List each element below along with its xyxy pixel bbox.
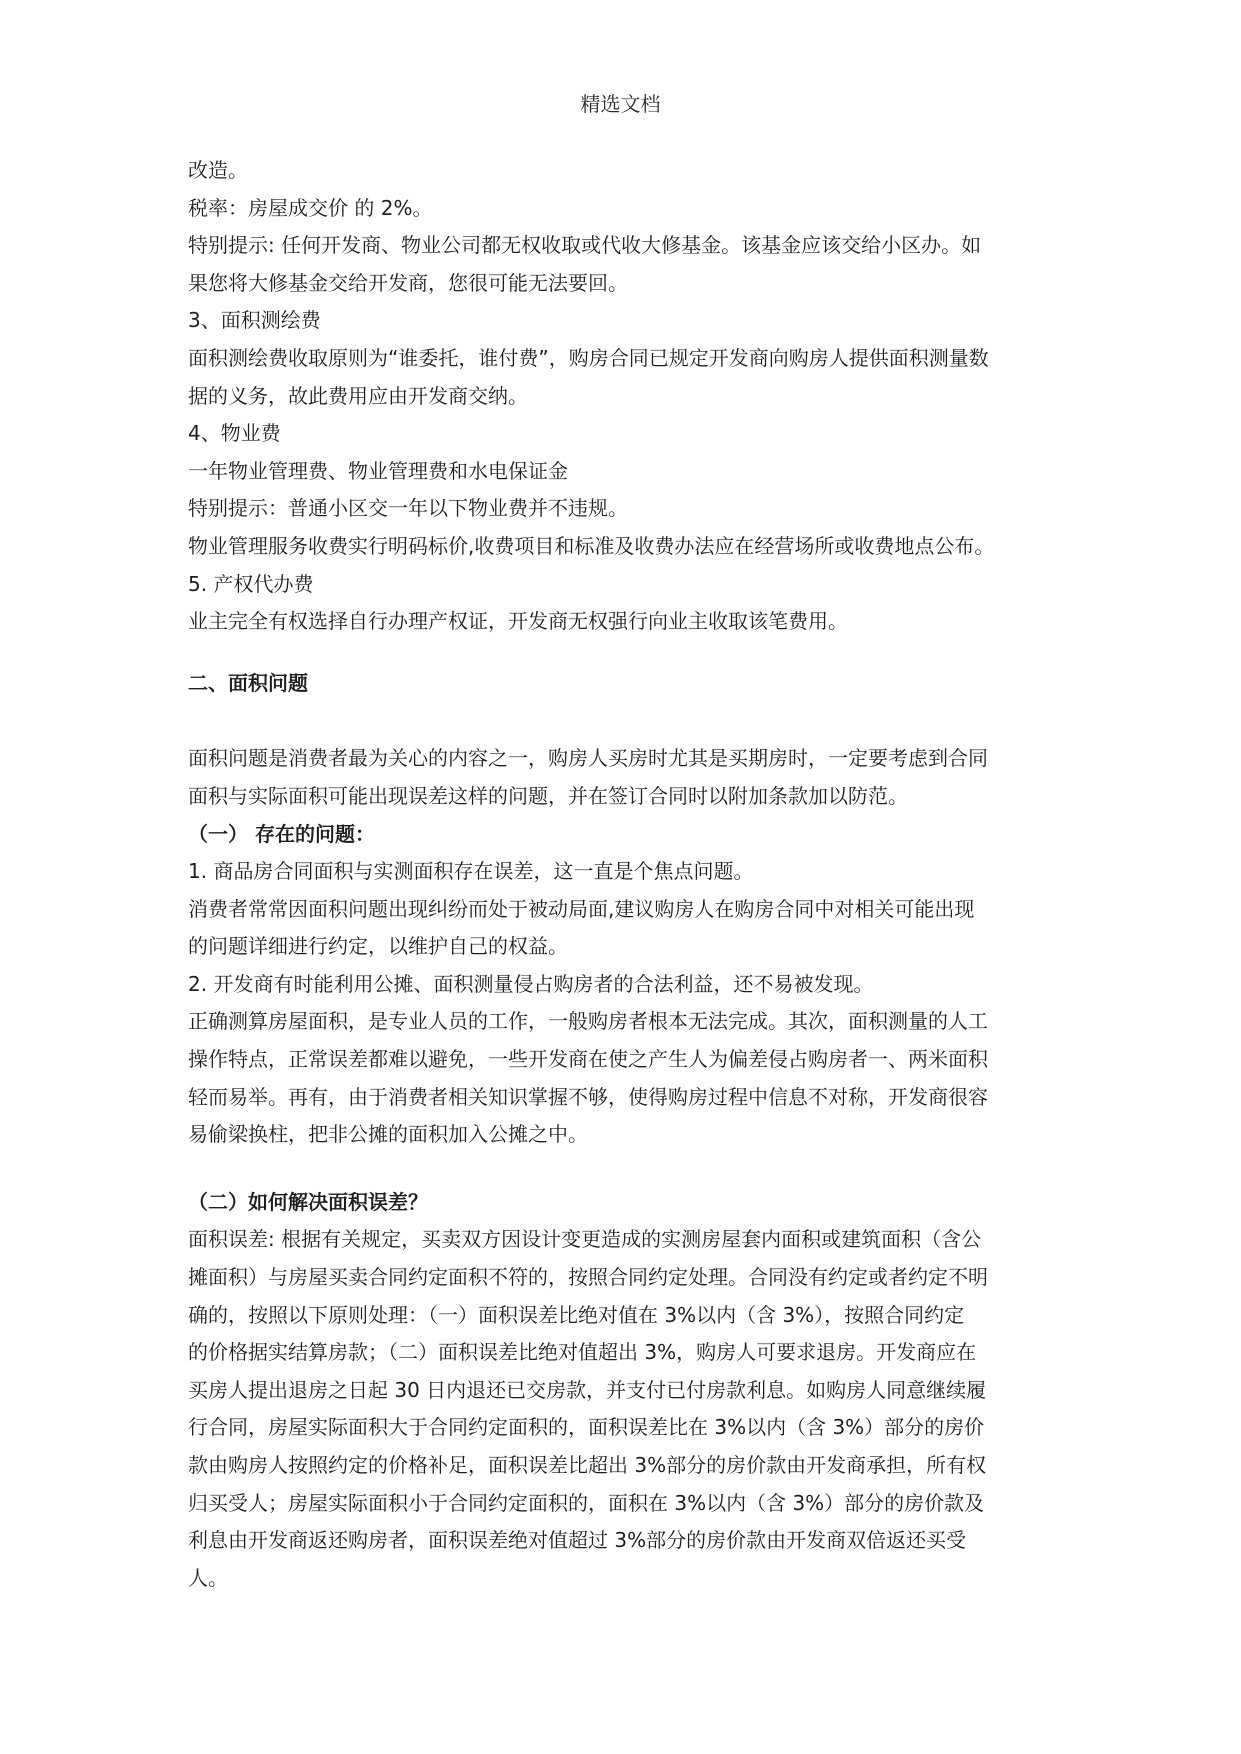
paragraph-line: 特别提示：普通小区交一年以下物业费并不违规。	[188, 496, 628, 521]
paragraph-line: 易偷梁换柱，把非公摊的面积加入公摊之中。	[188, 1122, 588, 1147]
paragraph-line: 据的义务，故此费用应由开发商交纳。	[188, 383, 528, 408]
paragraph-line: 确的，按照以下原则处理：（一）面积误差比绝对值在 3%以内（含 3%），按照合同约定	[188, 1302, 965, 1327]
paragraph-line: 轻而易举。再有，由于消费者相关知识掌握不够，使得购房过程中信息不对称，开发商很容	[188, 1084, 988, 1109]
paragraph-line: 面积问题是消费者最为关心的内容之一，购房人买房时尤其是买期房时，一定要考虑到合同	[188, 746, 988, 771]
subsection-heading: （二）如何解决面积误差？	[188, 1189, 428, 1214]
paragraph-line: 果您将大修基金交给开发商，您很可能无法要回。	[188, 270, 628, 295]
paragraph-line: 行合同，房屋实际面积大于合同约定面积的，面积误差比在 3%以内（含 3%）部分的房价	[188, 1415, 985, 1440]
item-heading: 4、物业费	[188, 421, 281, 446]
paragraph-line: 摊面积）与房屋买卖合同约定面积不符的，按照合同约定处理。合同没有约定或者约定不明	[188, 1265, 988, 1290]
paragraph-line: 面积与实际面积可能出现误差这样的问题，并在签订合同时以附加条款加以防范。	[188, 783, 908, 808]
paragraph-line: 物业管理服务收费实行明码标价,收费项目和标准及收费办法应在经营场所或收费地点公布。	[188, 533, 995, 558]
subsection-existing-problems	[188, 853, 1068, 1154]
paragraph-line: 特别提示: 任何开发商、物业公司都无权收取或代收大修基金。该基金应该交给小区办。如	[188, 233, 982, 258]
paragraph-line: 2. 开发商有时能利用公摊、面积测量侵占购房者的合法利益，还不易被发现。	[188, 971, 874, 996]
paragraph-line: 操作特点，正常误差都难以避免，一些开发商在使之产生人为偏差侵占购房者一、两米面积	[188, 1047, 988, 1072]
paragraph-line: 利息由开发商返还购房者，面积误差绝对值超过 3%部分的房价款由开发商双倍返还买受	[188, 1528, 967, 1553]
paragraph-line: 改造。	[188, 158, 248, 182]
document-body	[188, 152, 1068, 1597]
paragraph-line: 面积测绘费收取原则为“谁委托，谁付费”，购房合同已规定开发商向购房人提供面积测量数	[188, 345, 989, 370]
section-fees	[188, 152, 1068, 641]
section-area-intro	[188, 740, 1068, 815]
item-heading: 3、面积测绘费	[188, 308, 321, 333]
paragraph-line: 一年物业管理费、物业管理费和水电保证金	[188, 458, 568, 483]
paragraph-line: 的价格据实结算房款；（二）面积误差比绝对值超出 3%，购房人可要求退房。开发商应在	[188, 1340, 977, 1365]
paragraph-line: 归买受人；房屋实际面积小于合同约定面积的，面积在 3%以内（含 3%）部分的房价款及	[188, 1490, 985, 1515]
page-header: 精选文档	[580, 92, 661, 116]
paragraph-line: 的问题详细进行约定，以维护自己的权益。	[188, 934, 568, 959]
paragraph-line: 人。	[188, 1565, 228, 1590]
paragraph-line: 1. 商品房合同面积与实测面积存在误差，这一直是个焦点问题。	[188, 859, 754, 884]
subsection-heading: （一） 存在的问题：	[188, 821, 375, 846]
section-heading: 二、面积问题	[188, 670, 308, 695]
item-heading: 5. 产权代办费	[188, 571, 314, 596]
paragraph-line: 业主完全有权选择自行办理产权证，开发商无权强行向业主收取该笔费用。	[188, 609, 848, 634]
paragraph-line: 消费者常常因面积问题出现纠纷而处于被动局面,建议购房人在购房合同中对相关可能出现	[188, 896, 975, 921]
paragraph-line: 面积误差: 根据有关规定，买卖双方因设计变更造成的实测房屋套内面积或建筑面积（含公	[188, 1227, 982, 1252]
paragraph-line: 税率：房屋成交价 的 2%。	[188, 195, 433, 220]
paragraph-line: 买房人提出退房之日起 30 日内退还已交房款，并支付已付房款利息。如购房人同意继续履	[188, 1377, 987, 1402]
subsection-area-error	[188, 1221, 1068, 1597]
paragraph-line: 正确测算房屋面积，是专业人员的工作，一般购房者根本无法完成。其次，面积测量的人工	[188, 1009, 988, 1034]
paragraph-line: 款由购房人按照约定的价格补足，面积误差比超出 3%部分的房价款由开发商承担，所有权	[188, 1453, 987, 1477]
